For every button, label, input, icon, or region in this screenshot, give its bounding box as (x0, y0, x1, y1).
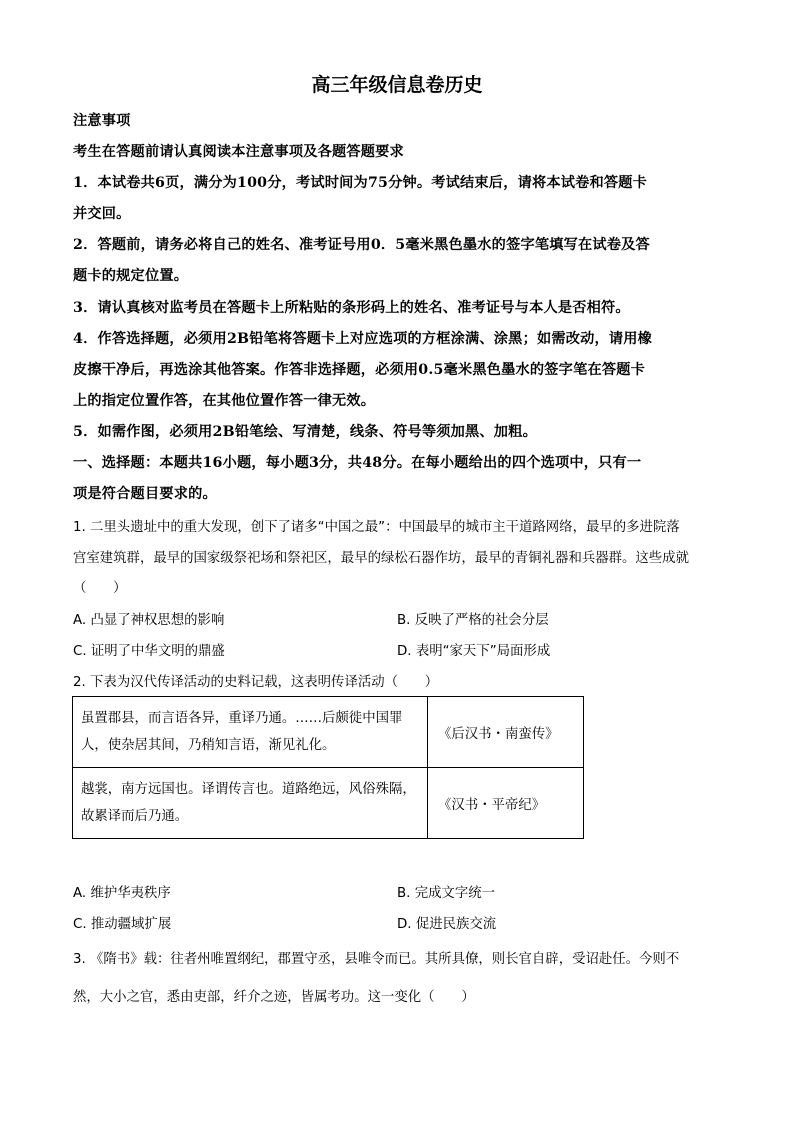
section-heading-line: 一、选择题：本题共16小题，每小题3分，共48分。在每小题给出的四个选项中，只有一 (73, 455, 642, 471)
notice-line: 上的指定位置作答，在其他位置作答一律无效。 (73, 393, 376, 409)
section-heading-line: 项是符合题目要求的。 (73, 486, 217, 502)
q2-option-a[interactable]: A. 维护华夷秩序 (73, 886, 171, 901)
notice-line: 并交回。 (73, 206, 131, 222)
q1-stem-line: （ ） (73, 581, 127, 596)
notice-line: 3．请认真核对监考员在答题卡上所粘贴的条形码上的姓名、准考证号与本人是否相符。 (73, 300, 630, 316)
q1-stem-line: 1. 二里头遗址中的重大发现，创下了诸多“中国之最”：中国最早的城市主干道路网络，最早的多进院落 (73, 520, 680, 535)
source-text: 越裳，南方远国也。译谓传言也。道路绝远，风俗殊隔，故累译而后乃通。 (73, 768, 428, 839)
notice-line: 4．作答选择题，必须用2B铅笔将答题卡上对应选项的方框涂满、涂黑；如需改动，请用橡 (73, 331, 653, 347)
table-row (73, 697, 584, 768)
notice-line: 2．答题前，请务必将自己的姓名、准考证号用0．5毫米黑色墨水的签字笔填写在试卷及答 (73, 237, 650, 253)
q3-stem-line: 然，大小之官，悉由吏部，纤介之迹，皆属考功。这一变化（ ） (73, 990, 475, 1005)
source-text: 虽置郡县，而言语各异，重译乃通。……后颇徙中国罪人，使杂居其间，乃稍知言语，渐见礼化。 (73, 697, 428, 768)
source-citation: 《后汉书・南蛮传》 (428, 697, 584, 768)
q1-stem-line: 宫室建筑群，最早的国家级祭祀场和祭祀区，最早的绿松石器作坊，最早的青铜礼器和兵器群。这些成就 (73, 551, 689, 566)
q2-source-table (72, 696, 584, 839)
q2-option-b[interactable]: B. 完成文字统一 (397, 886, 496, 901)
q2-option-d[interactable]: D. 促进民族交流 (397, 917, 497, 932)
q3-stem-line: 3. 《隋书》载：往者州唯置纲纪，郡置守丞，县唯令而已。其所具僚，则长官自辟，受诏赴任。今则不 (73, 952, 680, 967)
page-title: 高三年级信息卷历史 (311, 74, 483, 96)
notice-line: 1．本试卷共6页，满分为100分，考试时间为75分钟。考试结束后，请将本试卷和答题卡 (73, 175, 648, 191)
q1-option-b[interactable]: B. 反映了严格的社会分层 (397, 613, 549, 628)
notice-heading: 注意事项 (73, 113, 131, 129)
q1-option-d[interactable]: D. 表明“家天下”局面形成 (397, 644, 551, 659)
notice-line: 5．如需作图，必须用2B铅笔绘、写清楚，线条、符号等须加黑、加粗。 (73, 424, 537, 440)
q1-option-c[interactable]: C. 证明了中华文明的鼎盛 (73, 644, 225, 659)
notice-intro: 考生在答题前请认真阅读本注意事项及各题答题要求 (73, 144, 404, 160)
notice-line: 题卡的规定位置。 (73, 268, 189, 284)
notice-line: 皮擦干净后，再选涂其他答案。作答非选择题，必须用0.5毫米黑色墨水的签字笔在答题卡 (73, 362, 646, 378)
q2-stem: 2. 下表为汉代传译活动的史料记载，这表明传译活动（ ） (73, 675, 439, 690)
q2-option-c[interactable]: C. 推动疆域扩展 (73, 917, 172, 932)
q1-option-a[interactable]: A. 凸显了神权思想的影响 (73, 613, 225, 628)
table-row (73, 768, 584, 839)
source-citation: 《汉书・平帝纪》 (428, 768, 584, 839)
